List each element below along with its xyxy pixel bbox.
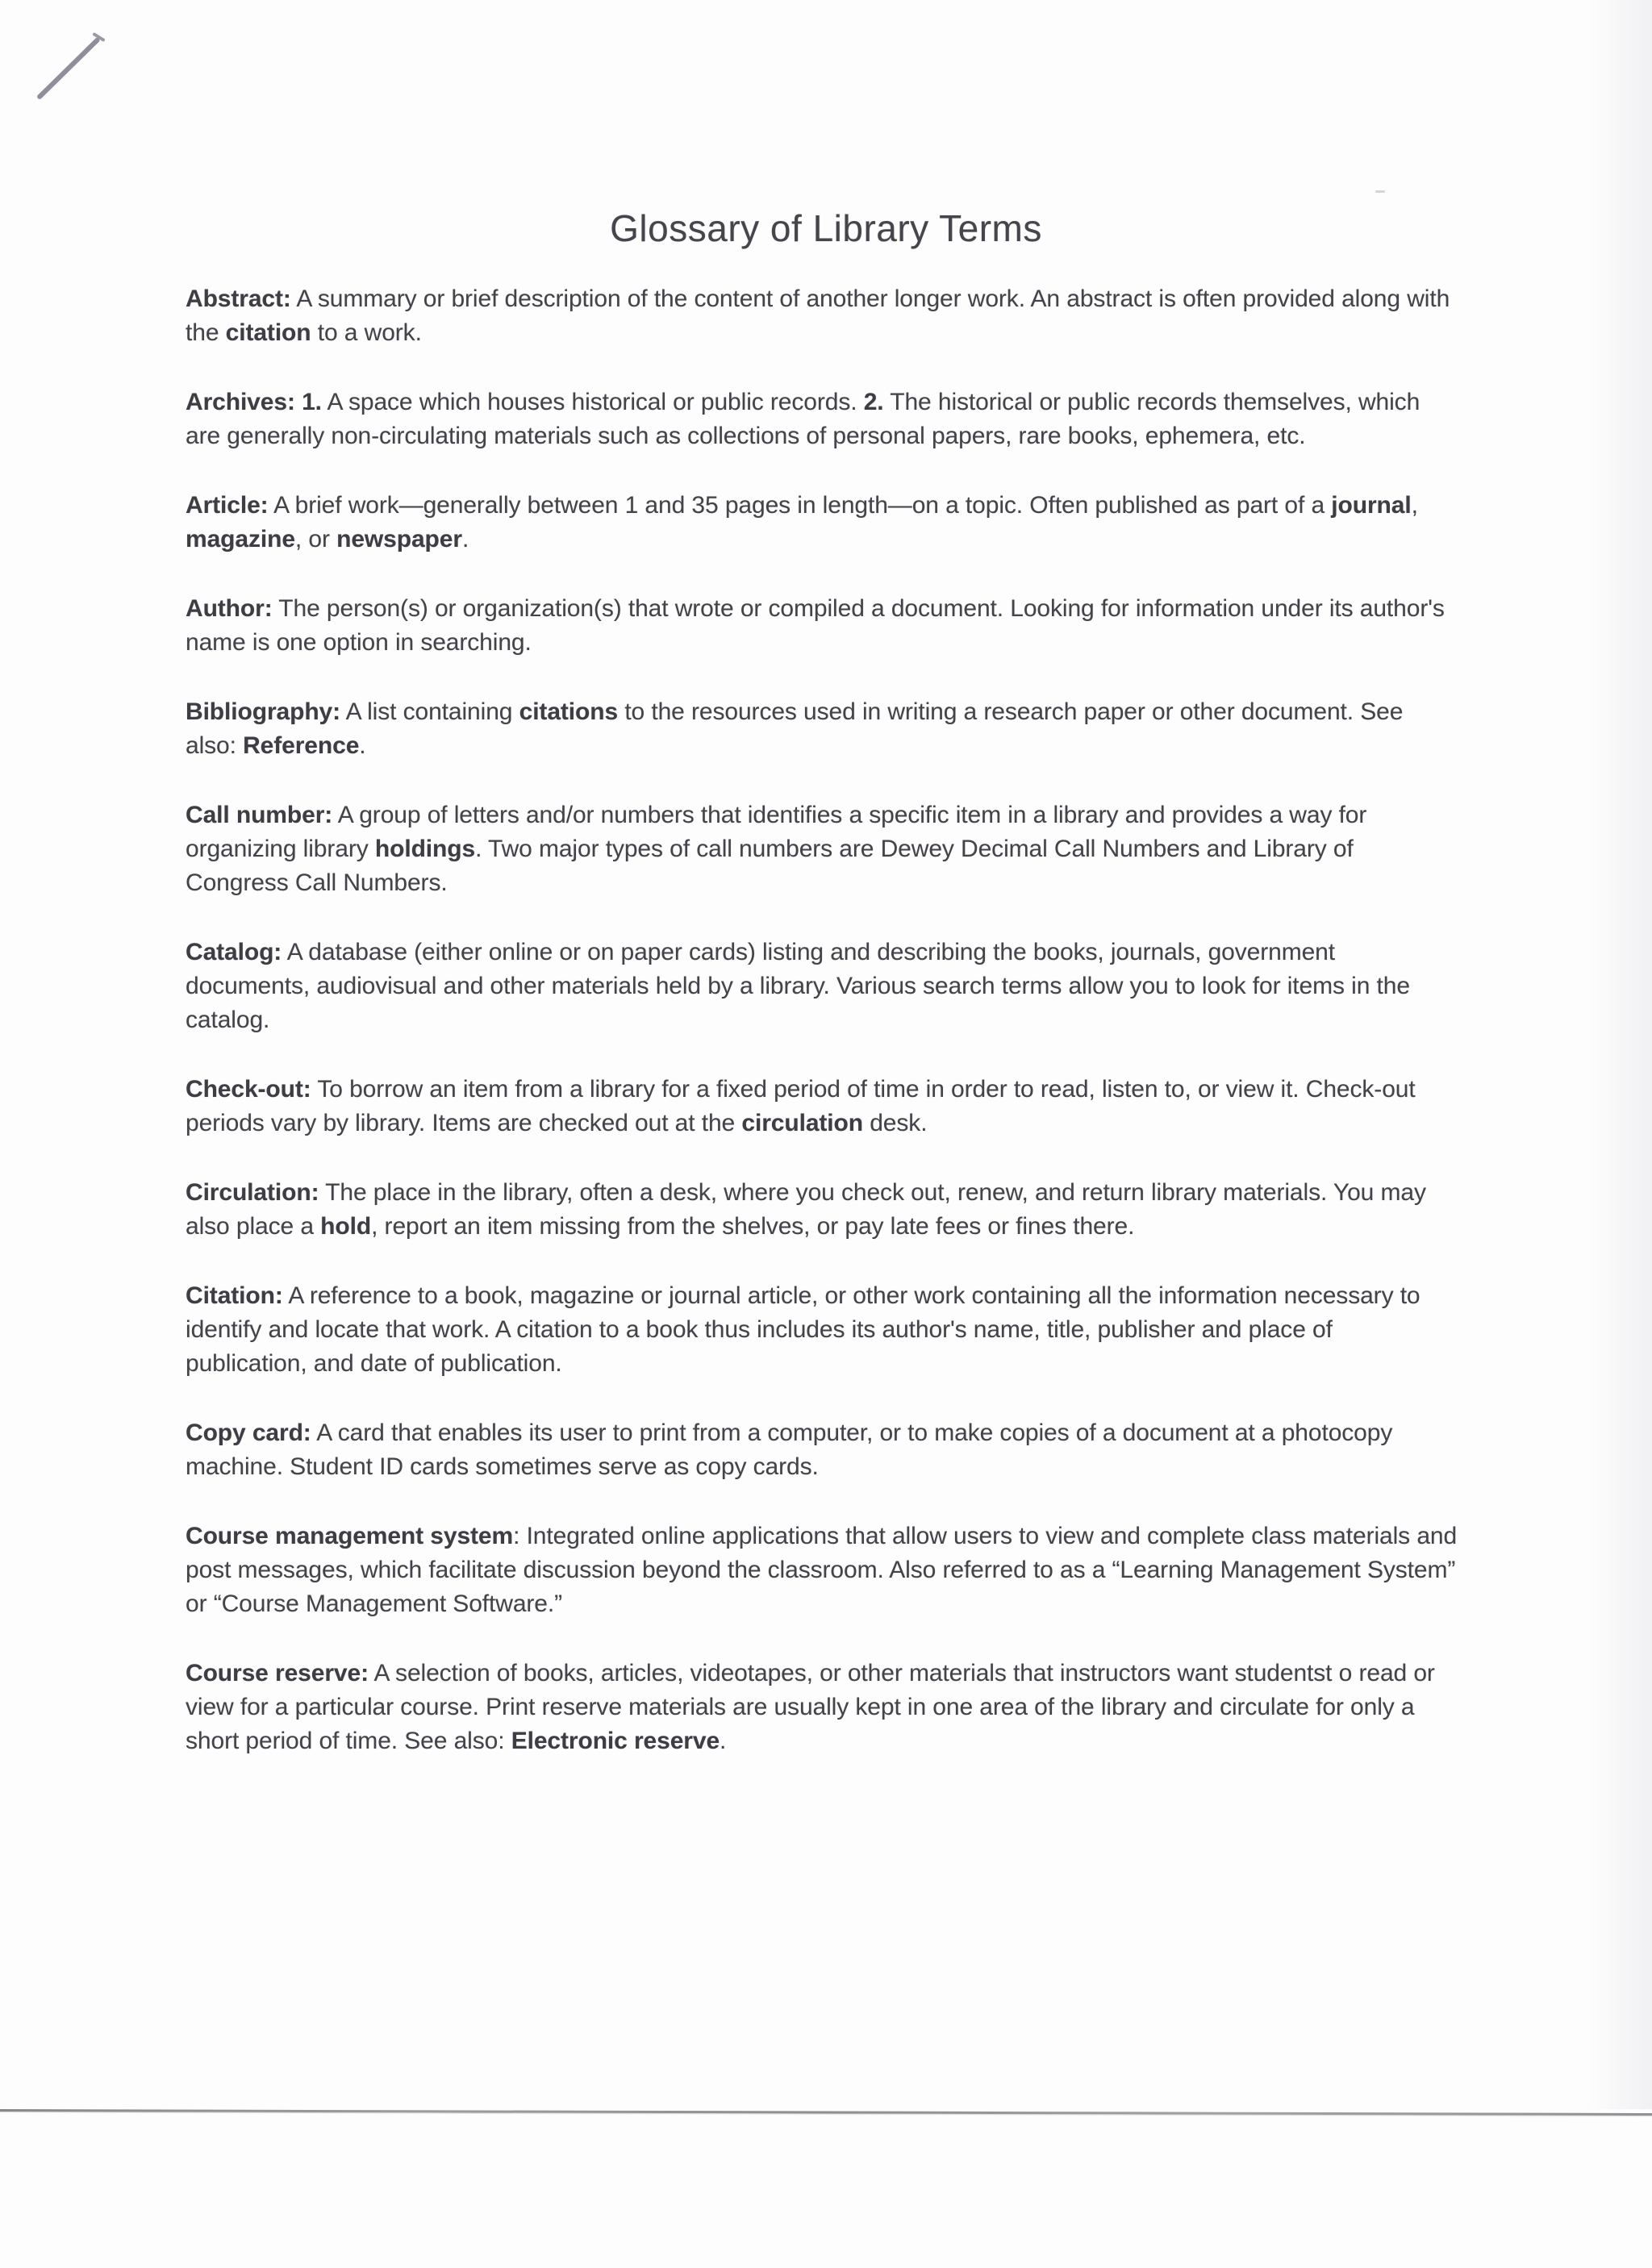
glossary-term: circulation — [741, 1110, 863, 1136]
glossary-term: Abstract: — [186, 286, 291, 312]
scan-shadow-right — [1587, 0, 1652, 2109]
glossary-term: Check-out: — [186, 1076, 311, 1103]
glossary-text: A summary or brief description of the content of another longer work. An abstract is often provided along with the — [186, 286, 1450, 346]
glossary-entry — [186, 1416, 1460, 1484]
paper-edge-line — [0, 2109, 1652, 2116]
glossary-term: Author: — [186, 595, 273, 622]
glossary-term: Archives: 1. — [186, 389, 322, 415]
glossary-text: , — [1411, 492, 1418, 519]
glossary-term: journal — [1331, 492, 1412, 519]
glossary-text: A database (either online or on paper cards) listing and describing the books, journals, government documents, audiovisual and other materials held by a library. Various search terms allow you to look for items in the catalog. — [186, 939, 1410, 1033]
glossary-term: newspaper — [336, 526, 462, 552]
glossary-entry — [186, 1520, 1460, 1621]
glossary-entry — [186, 489, 1460, 557]
glossary-entry — [186, 386, 1460, 453]
glossary-term: Call number: — [186, 802, 333, 828]
glossary-text: . — [359, 732, 366, 759]
glossary-text: desk. — [862, 1110, 928, 1136]
glossary-text: To borrow an item from a library for a fixed period of time in order to read, listen to, or view it. Check-out periods vary by library. Items are checked out at the — [186, 1076, 1416, 1136]
glossary-term: Reference — [243, 732, 360, 759]
scan-smudge-artifact — [1375, 190, 1385, 193]
glossary-entry — [186, 936, 1460, 1037]
glossary-text: The place in the library, often a desk, where you check out, renew, and return library materials. You may also place a — [186, 1179, 1426, 1240]
page-title: Glossary of Library Terms — [610, 207, 1042, 249]
glossary-text: . — [461, 526, 469, 552]
glossary-term: Copy card: — [186, 1420, 311, 1446]
glossary-text: : Integrated online applications that allow users to view and complete class materials and post messages, which facilitate discussion beyond the classroom. Also referred to as a “Learning Management System” or “Course Management Software.” — [186, 1523, 1458, 1617]
glossary-term: Article: — [186, 492, 269, 519]
glossary-entry — [186, 282, 1460, 350]
glossary-text: A reference to a book, magazine or journal article, or other work containing all the information necessary to identify and locate that work. A citation to a book thus includes its author's name, title, publisher and place of publication, and date of publication. — [186, 1282, 1420, 1377]
glossary-entries — [186, 282, 1460, 1794]
glossary-term: citation — [225, 319, 311, 346]
glossary-entry — [186, 798, 1460, 900]
glossary-entry — [186, 1279, 1460, 1381]
glossary-text: , or — [294, 526, 337, 552]
pen-mark-artifact — [36, 37, 101, 101]
glossary-text: The historical or public records themselves, which are generally non-circulating materials such as collections of personal papers, rare books, ephemera, etc. — [186, 389, 1420, 449]
glossary-text: A brief work—generally between 1 and 35 pages in length—on a topic. Often published as part of a — [268, 492, 1332, 519]
glossary-term: Citation: — [186, 1282, 283, 1309]
glossary-term: Course management system — [186, 1523, 514, 1549]
glossary-term: Circulation: — [186, 1179, 319, 1206]
glossary-text: A selection of books, articles, videotapes, or other materials that instructors want studentst o read or view for a particular course. Print reserve materials are usually kept in one area of the library and circulate for only a short period of time. See also: — [186, 1660, 1435, 1754]
glossary-text: , report an item missing from the shelves, or pay late fees or fines there. — [371, 1213, 1135, 1240]
glossary-text: A list containing — [340, 698, 519, 725]
glossary-text: to a work. — [311, 319, 422, 346]
glossary-term: hold — [320, 1213, 372, 1240]
glossary-text: A group of letters and/or numbers that identifies a specific item in a library and provides a way for organizing library — [186, 802, 1367, 862]
glossary-entry — [186, 1176, 1460, 1244]
glossary-term: Catalog: — [186, 939, 282, 965]
glossary-term: magazine — [186, 526, 295, 552]
glossary-term: Course reserve: — [186, 1660, 369, 1686]
glossary-text: A card that enables its user to print from a computer, or to make copies of a document at a photocopy machine. Student ID cards sometimes serve as copy cards. — [186, 1420, 1393, 1480]
glossary-entry — [186, 592, 1460, 660]
glossary-text: The person(s) or organization(s) that wrote or compiled a document. Looking for information under its author's name is one option in searching. — [186, 595, 1445, 656]
glossary-entry — [186, 1073, 1460, 1140]
glossary-term: citations — [519, 698, 619, 725]
glossary-text: . Two major types of call numbers are Dewey Decimal Call Numbers and Library of Congress Call Numbers. — [186, 836, 1354, 896]
glossary-text: to the resources used in writing a research paper or other document. See also: — [186, 698, 1404, 759]
glossary-text: A space which houses historical or public records. — [321, 389, 864, 415]
glossary-text: . — [720, 1728, 727, 1754]
glossary-entry — [186, 1657, 1460, 1758]
glossary-term: holdings — [374, 836, 476, 862]
glossary-entry — [186, 695, 1460, 763]
glossary-term: Electronic reserve — [511, 1728, 720, 1754]
glossary-term: Bibliography: — [186, 698, 341, 725]
glossary-term: 2. — [863, 389, 884, 415]
